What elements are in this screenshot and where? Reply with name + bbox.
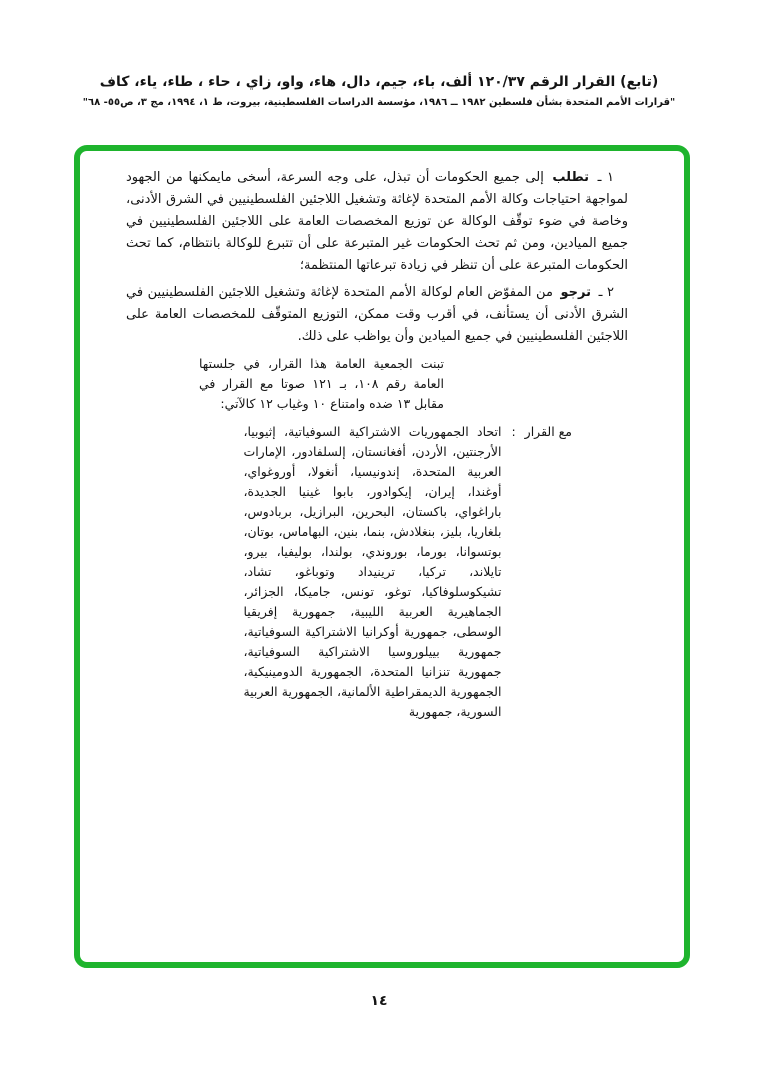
vote-list-with-resolution bbox=[126, 422, 572, 722]
vote-countries-text: اتحاد الجمهوريات الاشتراكية السوفياتية، إثيوبيا، الأرجنتين، الأردن، أفغانستان، إلسلفادور، الإمارات العربية المتحدة، إندونيسيا، أنغولا، أوروغواي، أوغندا، إيران، إيكوادور، بابوا غينيا الجديدة، باراغواي، باكستان، البحرين، البرازيل، بربادوس، بلغاريا، بليز، بنغلادش، بنما، بنين، البهاماس، بوتان، بوتسوانا، بورما، بوروندي، بولندا، بوليفيا، بيرو، تايلاند، تركيا، ترينيداد وتوباغو، تشاد، تشيكوسلوفاكيا، توغو، تونس، جاميكا، الجزائر، الجماهيرية العربية الليبية، جمهورية إفريقيا الوسطى، جمهورية أوكرانيا الاشتراكية السوفياتية، جمهورية بييلوروسيا الاشتراكية السوفياتية، جمهورية تنزانيا المتحدة، الجمهورية الدومينيكية، الجمهورية الديمقراطية الألمانية، الجمهورية العربية السورية، جمهورية bbox=[243, 424, 502, 719]
page-header bbox=[0, 74, 758, 108]
paragraph-number: ٢ ـ bbox=[598, 285, 614, 300]
paragraph-lead-word: ترجو bbox=[560, 285, 591, 300]
resolution-paragraph-1 bbox=[126, 167, 628, 277]
paragraph-body: إلى جميع الحكومات أن تبذل، على وجه السرعة، أسخى مايمكنها من الجهود لمواجهة احتياجات وكالة الأمم المتحدة لإغاثة وتشغيل اللاجئين الفلسطينيين في الشرق الأدنى، وخاصة في ضوء توقّف الوكالة عن توزيع المخصصات العامة على اللاجئين الفلسطينيين في جميع الميادين، ومن ثم تحث الحكومات غير المتبرعة على أن تتبرع للوكالة بانتظام، كما تحث الحكومات المتبرعة على أن تنظر في زيادة تبرعاتها المنتظمة؛ bbox=[126, 170, 628, 273]
vote-list-separator: : bbox=[511, 424, 516, 439]
header-source-citation: "قرارات الأمم المتحدة بشأن فلسطين ١٩٨٢ ــ ١٩٨٦، مؤسسة الدراسات الفلسطينية، بيروت، ط ١، ١٩٩٤، مج ٣، ص٥٥- ٦٨" bbox=[82, 97, 676, 108]
header-resolution-title: (تابع) القرار الرقم ١٢٠/٣٧ ألف، باء، جيم، دال، هاء، واو، زاي ، حاء ، طاء، ياء، كاف bbox=[99, 74, 659, 90]
paragraph-number: ١ ـ bbox=[597, 170, 614, 185]
adoption-note: تبنت الجمعية العامة هذا القرار، في جلستها العامة رقم ١٠٨، بـ ١٢١ صوتا مع القرار في مقابل ١٣ ضده وامتناع ١٠ وغياب ١٢ كالآتي: bbox=[199, 356, 444, 411]
resolution-text-box bbox=[74, 145, 690, 968]
paragraph-body: من المفوّض العام لوكالة الأمم المتحدة لإغاثة وتشغيل اللاجئين الفلسطينيين في الشرق الأدنى أن يستأنف، في أقرب وقت ممكن، التوزيع المتوقّف للمخصصات العامة على اللاجئين الفلسطينيين في جميع الميادين وأن يواظب على ذلك. bbox=[126, 285, 628, 344]
paragraph-lead-word: تطلب bbox=[552, 170, 590, 185]
page-footer bbox=[0, 990, 758, 1009]
page-number: ١٤ bbox=[370, 993, 388, 1009]
vote-list-label: مع القرار bbox=[524, 424, 572, 439]
resolution-paragraph-2 bbox=[126, 282, 628, 348]
